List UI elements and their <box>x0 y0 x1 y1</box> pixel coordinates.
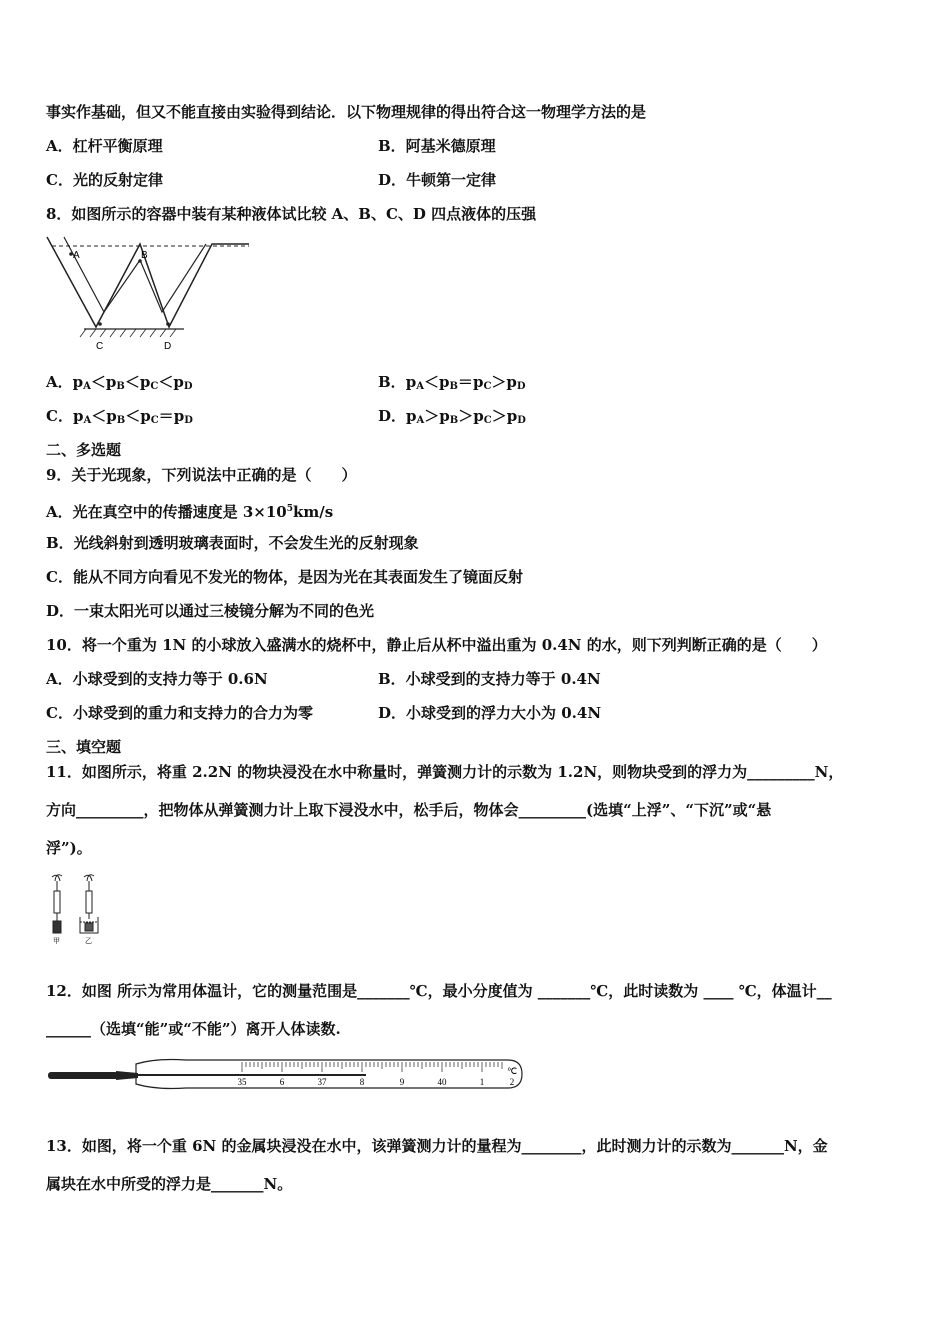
q10-option-d: D．小球受到的浮力大小为 0.4N <box>378 704 602 722</box>
q9-option-a: A．光在真空中的传播速度是 $3\times 10^5km/s$ <box>46 503 334 521</box>
q10-option-c: C．小球受到的重力和支持力的合力为零 <box>46 704 313 722</box>
label-c: C <box>96 341 104 352</box>
scale-label-38: 8 <box>359 1077 365 1087</box>
q12-line-2: ______（选填“能”或“不能”）离开人体读数. <box>46 1020 341 1038</box>
q9-option-c: C．能从不同方向看见不发光的物体，是因为光在其表面发生了镜面反射 <box>46 568 523 586</box>
q10-option-a: A．小球受到的支持力等于 0.6N <box>46 670 268 688</box>
label-d: D <box>164 341 172 352</box>
point-d <box>166 322 170 326</box>
q8-option-d: D．$p_A>p_B>p_C>p_D$ <box>378 407 526 426</box>
q7-option-b: B．阿基米德原理 <box>378 137 496 155</box>
q12-line-1: 12．如图 所示为常用体温计，它的测量范围是_______℃，最小分度值为 _______℃，此时读数为 ____ ℃，体温计__ <box>46 982 832 1000</box>
q9-stem: 9．关于光现象，下列说法中正确的是（ ） <box>46 466 357 484</box>
q7-option-a: A．杠杆平衡原理 <box>46 137 163 155</box>
scale-label-40: 40 <box>437 1077 447 1087</box>
section-heading-multiple-choice: 二、多选题 <box>46 441 122 459</box>
q7-option-d: D．牛顿第一定律 <box>378 171 497 189</box>
scale-label-36: 6 <box>279 1077 285 1087</box>
scale-ticks <box>242 1062 502 1072</box>
bottom-hatching <box>80 329 176 337</box>
scale-label-39: 9 <box>399 1077 405 1087</box>
q11-spring-scale-figure <box>46 873 108 945</box>
q8-option-b: B．$p_A<p_B=p_C>p_D$ <box>378 373 526 392</box>
scale-label-35: 35 <box>237 1077 247 1087</box>
q10-stem: 10．将一个重为 1N 的小球放入盛满水的烧杯中，静止后从杯中溢出重为 0.4N 的水，则下列判断正确的是（ ） <box>46 636 827 654</box>
label-yi: 乙 <box>85 937 92 945</box>
scale-label-37: 37 <box>317 1077 327 1087</box>
scale-label-41: 1 <box>479 1077 485 1087</box>
q8-option-a: A．$p_A<p_B<p_C<p_D$ <box>46 373 193 392</box>
point-c <box>98 322 102 326</box>
scale-labels <box>238 1066 518 1087</box>
label-jia: 甲 <box>53 937 60 945</box>
q8-container-figure <box>44 234 254 352</box>
question-7-stem-continuation: 事实作基础，但又不能直接由实验得到结论．以下物理规律的得出符合这一物理学方法的是 <box>46 103 647 121</box>
scale-label-42: 2 <box>509 1077 515 1087</box>
q9-option-d: D．一束太阳光可以通过三棱镜分解为不同的色光 <box>46 602 375 620</box>
spring-scale-jia <box>52 875 62 933</box>
q11-line-1: 11．如图所示，将重 2.2N 的物块浸没在水中称量时，弹簧测力计的示数为 1.2N，则物块受到的浮力为_________N， <box>46 763 844 781</box>
mercury-neck <box>116 1071 138 1080</box>
label-b: B <box>141 250 148 261</box>
q7-option-c: C．光的反射定律 <box>46 171 163 189</box>
container-wall-inner <box>64 237 206 312</box>
unit-celsius: ℃ <box>506 1066 518 1076</box>
q8-option-c: C．$p_A<p_B<p_C=p_D$ <box>46 407 193 426</box>
q10-option-b: B．小球受到的支持力等于 0.4N <box>378 670 601 688</box>
q12-clinical-thermometer <box>46 1054 526 1094</box>
section-heading-fill-in: 三、填空题 <box>46 738 122 756</box>
label-a: A <box>73 250 80 261</box>
mercury-bulb <box>48 1072 118 1079</box>
spring-scale-yi <box>80 875 98 933</box>
q11-line-3: 浮”)。 <box>46 839 92 857</box>
q13-line-1: 13．如图，将一个重 6N 的金属块浸没在水中，该弹簧测力计的量程为________，此时测力计的示数为_______N，金 <box>46 1137 828 1155</box>
q8-stem: 8．如图所示的容器中装有某种液体试比较 A、B、C、D 四点液体的压强 <box>46 205 537 223</box>
q9-option-b: B．光线斜射到透明玻璃表面时，不会发生光的反射现象 <box>46 534 419 552</box>
q11-line-2: 方向_________，把物体从弹簧测力计上取下浸没水中，松手后，物体会_________(选填“上浮”、“下沉”或“悬 <box>46 801 772 819</box>
q13-line-2: 属块在水中所受的浮力是_______N。 <box>46 1175 293 1193</box>
